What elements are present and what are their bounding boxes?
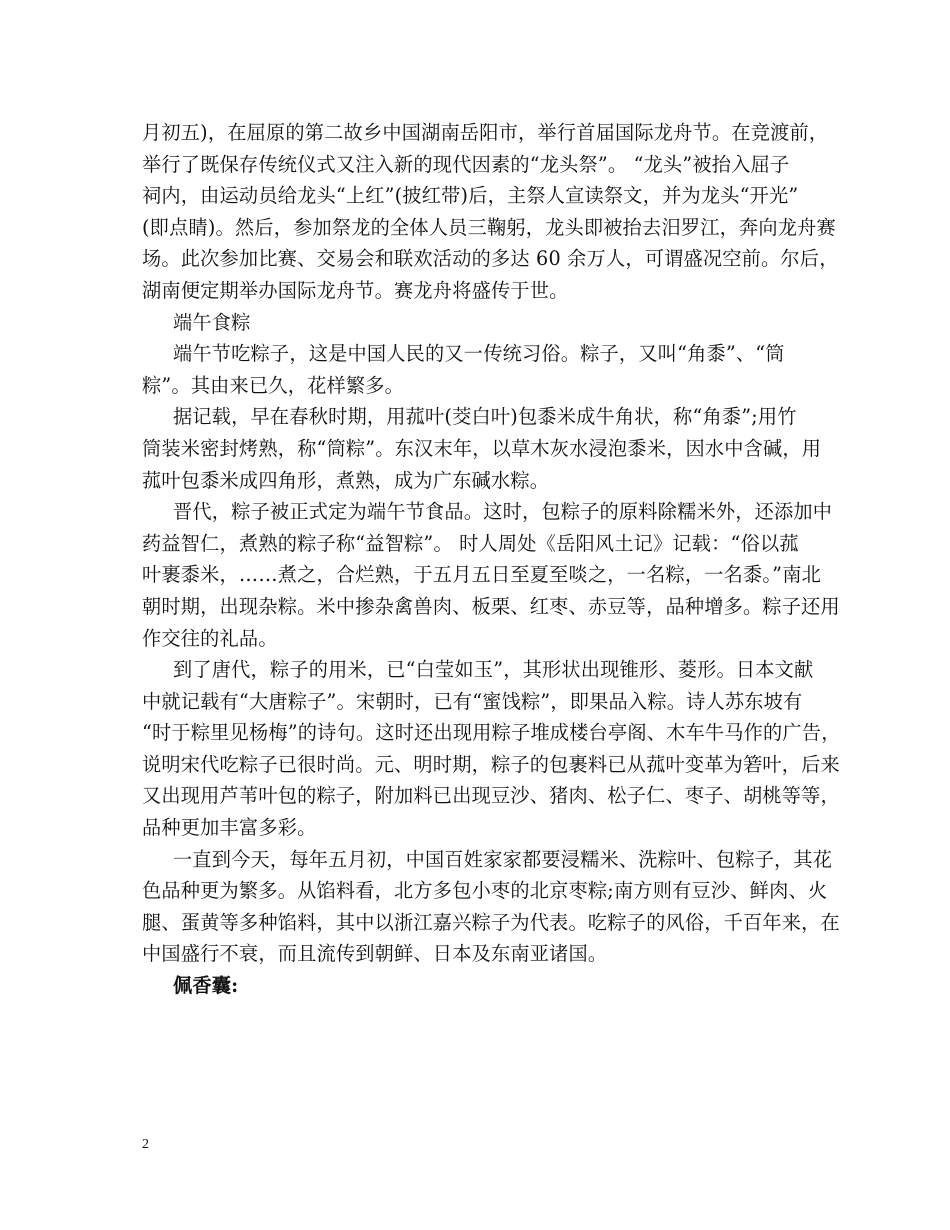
text-line: 中国盛行不衰，而且流传到朝鲜、日本及东南亚诸国。	[142, 942, 608, 966]
text-line: 粽”。其由来已久，花样繁多。	[142, 373, 405, 397]
text-line: (即点睛)。然后，参加祭龙的全体人员三鞠躬，龙头即被抬去汨罗江，奔向龙舟赛	[142, 215, 836, 239]
text-line: 菰叶包黍米成四角形，煮熟，成为广东碱水粽。	[142, 468, 550, 492]
text-line: 又出现用芦苇叶包的粽子，附加料已出现豆沙、猪肉、松子仁、枣子、胡桃等等，	[142, 784, 840, 808]
text-line: 月初五)，在屈原的第二故乡中国湖南岳阳市，举行首届国际龙舟节。在竞渡前，	[142, 121, 829, 144]
section-heading: 佩香囊:	[173, 974, 239, 998]
text-line: 湖南便定期举办国际龙舟节。赛龙舟将盛传于世。	[142, 278, 569, 302]
text-line: 品种更加丰富多彩。	[142, 816, 317, 840]
text-line: 中就记载有“大唐粽子”。宋朝时，已有“蜜饯粽”，即果品入粽。诗人苏东坡有	[142, 689, 803, 713]
paragraph-start-line: 一直到今天，每年五月初，中国百姓家家都要浸糯米、洗粽叶、包粽子，其花	[173, 847, 833, 871]
paragraph-start-line: 端午节吃粽子，这是中国人民的又一传统习俗。粽子，又叫“角黍”、“筒	[173, 342, 785, 366]
text-line: 朝时期，出现杂粽。米中掺杂禽兽肉、板栗、红枣、赤豆等，品种增多。粽子还用	[142, 594, 840, 618]
text-line: 叶裹黍米，……煮之，合烂熟，于五月五日至夏至啖之，一名粽，一名黍。”南北	[142, 563, 821, 587]
paragraph-start-line: 晋代，粽子被正式定为端午节食品。这时，包粽子的原料除糯米外，还添加中	[173, 500, 833, 524]
text-line: 说明宋代吃粽子已很时尚。元、明时期，粽子的包裹料已从菰叶变革为箬叶，后来	[142, 752, 840, 776]
text-line: “时于粽里见杨梅”的诗句。这时还出现用粽子堆成楼台亭阁、木车牛马作的广告，	[142, 721, 841, 745]
text-line: 举行了既保存传统仪式又注入新的现代因素的“龙头祭”。 “龙头”被抬入屈子	[142, 152, 790, 176]
text-line: 药益智仁，煮熟的粽子称“益智粽”。 时人周处《岳阳风土记》记载：“俗以菰	[142, 531, 799, 555]
text-line: 祠内，由运动员给龙头“上红”(披红带)后，主祭人宣读祭文，并为龙头“开光”	[142, 184, 799, 208]
text-line: 作交往的礼品。	[142, 626, 278, 650]
page-number: 2	[142, 1137, 149, 1152]
section-heading: 端午食粽	[173, 310, 251, 334]
text-line: 色品种更为繁多。从馅料看，北方多包小枣的北京枣粽;南方则有豆沙、鲜肉、火	[142, 879, 828, 903]
paragraph-start-line: 到了唐代，粽子的用米，已“白莹如玉”，其形状出现锥形、菱形。日本文献	[173, 658, 814, 682]
document-body	[142, 117, 841, 1002]
text-line: 筒装米密封烤熟，称“筒粽”。东汉末年，以草木灰水浸泡黍米，因水中含碱，用	[142, 436, 822, 460]
paragraph-start-line: 据记载，早在春秋时期，用菰叶(茭白叶)包黍米成牛角状，称“角黍”;用竹	[173, 405, 797, 429]
text-line: 场。此次参加比赛、交易会和联欢活动的多达 60 余万人，可谓盛况空前。尔后，	[142, 247, 839, 271]
text-line: 腿、蛋黄等多种馅料，其中以浙江嘉兴粽子为代表。吃粽子的风俗，千百年来，在	[142, 910, 840, 934]
